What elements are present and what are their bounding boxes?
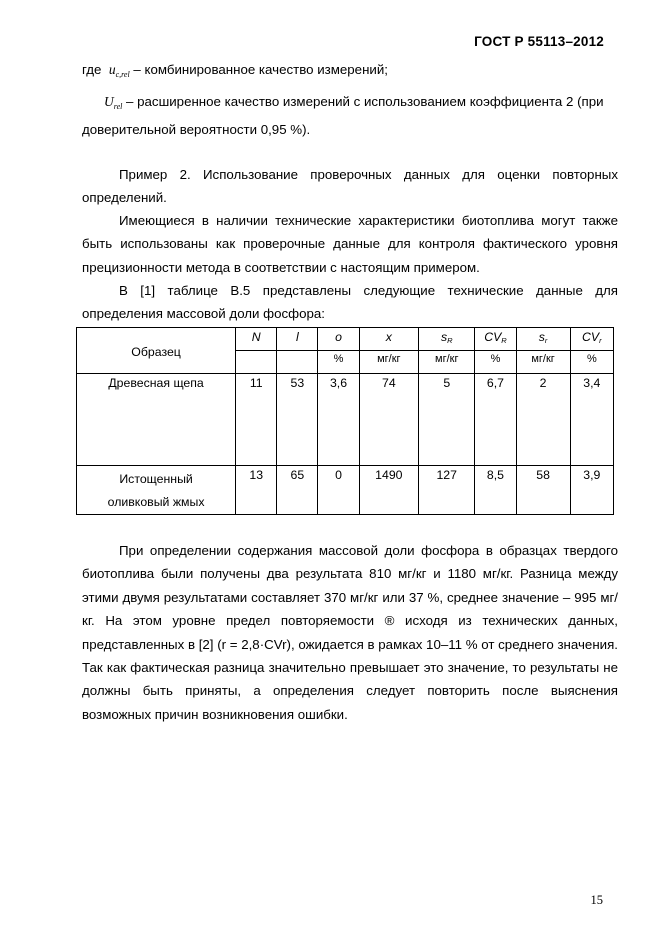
cell-sR: 127 (419, 466, 475, 515)
cell-CVr: 3,9 (570, 466, 613, 515)
unit-sR: мг/кг (419, 351, 475, 374)
column-header-o: o (318, 328, 359, 351)
cell-x: 74 (359, 374, 419, 466)
standard-header: ГОСТ Р 55113–2012 (474, 34, 604, 49)
column-header-x: x (359, 328, 419, 351)
cell-x: 1490 (359, 466, 419, 515)
phosphorus-data-table (76, 327, 614, 515)
cell-sR: 5 (419, 374, 475, 466)
definition-prefix: где (82, 62, 102, 77)
paragraph-table-intro: В [1] таблице В.5 представлены следующие технические данные для определения массовой доли фосфора: (82, 283, 618, 322)
sample-name: Истощенный оливковый жмых (77, 466, 236, 515)
table-row (77, 374, 614, 466)
page-number: 15 (590, 893, 603, 907)
cell-N: 13 (236, 466, 277, 515)
cell-CVr: 3,4 (570, 374, 613, 466)
definition-U-rel (82, 90, 618, 142)
column-header-l: l (277, 328, 318, 351)
symbol-U-rel: $U_{rel}$ (104, 94, 123, 111)
unit-x: мг/кг (359, 351, 419, 374)
column-header-CVR: $CV_R$ (475, 328, 516, 351)
definition-text: – расширенное качество измерений с использованием коэффициента 2 (при доверительной вероятности 0,95 %). (82, 94, 604, 138)
cell-o: 3,6 (318, 374, 359, 466)
unit-CVR: % (475, 351, 516, 374)
definition-text: – комбинированное качество измерений; (133, 62, 388, 77)
paragraph-characteristics: Имеющиеся в наличии технические характеристики биотоплива могут также быть использованы как проверочные данные для контроля фактического уровня прецизионности метода в соответствии с настоящим примером. (82, 213, 618, 275)
example-heading: Пример 2. Использование проверочных данных для оценки повторных определений. (82, 167, 618, 206)
sample-name: Древесная щепа (77, 374, 236, 466)
unit-l (277, 351, 318, 374)
column-header-CVr: $CV_r$ (570, 328, 613, 351)
cell-N: 11 (236, 374, 277, 466)
paragraph-repeatability: При определении содержания массовой доли фосфора в образцах твердого биотоплива были получены два результата 810 мг/кг и 1180 мг/кг. Разница между этими двумя результатами составляет 370 мг/кг или 37 %, среднее значение – 995 мг/кг. На этом уровне предел повторяемости ® исходя из технических данных, представленных в [2] (r = 2,8·CVr), ожидается в рамках 10–11 % от среднего значения. Так как фактическая разница значительно превышает это значение, то результаты не должны быть приняты, а определения следует повторить после выяснения возможных причин возникновения ошибки. (82, 543, 618, 722)
cell-o: 0 (318, 466, 359, 515)
symbol-u-c-rel: $u_{c,rel}$ (108, 62, 130, 79)
cell-l: 53 (277, 374, 318, 466)
unit-CVr: % (570, 351, 613, 374)
column-header-sample: Образец (77, 328, 236, 374)
cell-sr: 58 (516, 466, 570, 515)
unit-o: % (318, 351, 359, 374)
cell-l: 65 (277, 466, 318, 515)
definition-u-c-rel (82, 59, 618, 86)
unit-sr: мг/кг (516, 351, 570, 374)
cell-CVR: 8,5 (475, 466, 516, 515)
column-header-sR: $s_R$ (419, 328, 475, 351)
unit-N (236, 351, 277, 374)
table-row (77, 466, 614, 515)
cell-CVR: 6,7 (475, 374, 516, 466)
column-header-sr: $s_r$ (516, 328, 570, 351)
table-header-row-symbols (77, 328, 614, 351)
column-header-N: N (236, 328, 277, 351)
cell-sr: 2 (516, 374, 570, 466)
